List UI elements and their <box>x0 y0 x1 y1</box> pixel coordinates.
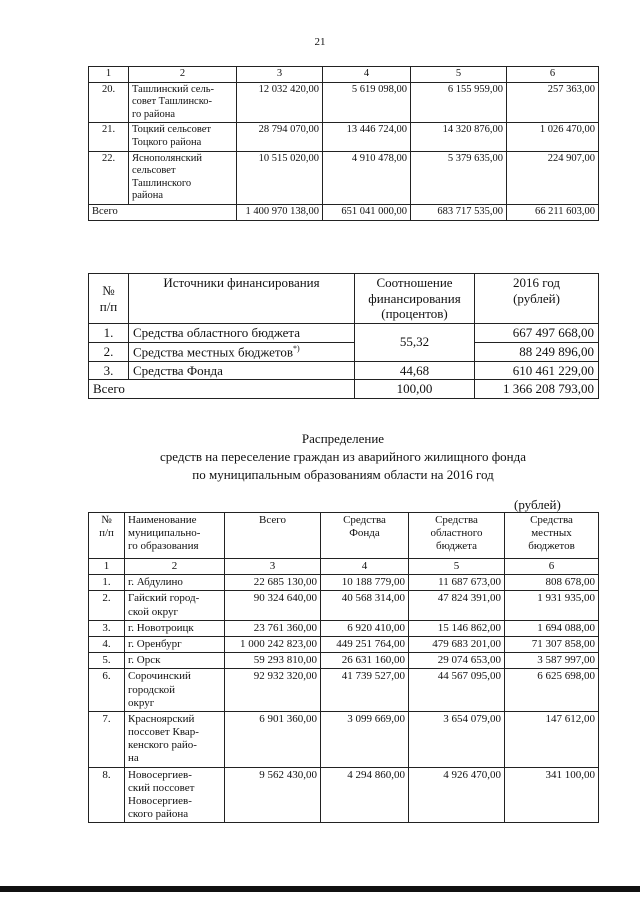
table-row <box>89 151 599 204</box>
row-regional: 479 683 201,00 <box>409 636 505 652</box>
distribution-table <box>88 512 599 823</box>
header-name: Наименование муниципально- го образования <box>125 513 225 559</box>
row-total: 22 685 130,00 <box>225 575 321 591</box>
table-row <box>89 324 599 343</box>
column-number: 6 <box>507 67 599 83</box>
row-fund: 4 294 860,00 <box>321 767 409 823</box>
unit-label: (рублей) <box>514 497 561 512</box>
total-ratio: 100,00 <box>355 380 475 399</box>
row-num: 6. <box>89 669 125 712</box>
header-fund: Средства Фонда <box>321 513 409 559</box>
row-local: 1 694 088,00 <box>505 620 599 636</box>
row-regional: 47 824 391,00 <box>409 591 505 620</box>
row-source: Средства Фонда <box>129 361 355 380</box>
row-num: 20. <box>89 82 129 123</box>
row-fund: 3 099 669,00 <box>321 711 409 767</box>
row-fund: 13 446 724,00 <box>323 123 411 151</box>
table-row <box>89 361 599 380</box>
row-num: 4. <box>89 636 125 652</box>
column-number: 5 <box>411 67 507 83</box>
table-row <box>89 591 599 620</box>
row-total: 12 032 420,00 <box>237 82 323 123</box>
row-name: Яснополянский сельсовет Ташлинского района <box>129 151 237 204</box>
total-row <box>89 380 599 399</box>
row-num: 3. <box>89 361 129 380</box>
heading-line-1: Распределение <box>301 431 385 446</box>
row-regional: 44 567 095,00 <box>409 669 505 712</box>
row-total: 9 562 430,00 <box>225 767 321 823</box>
row-local: 257 363,00 <box>507 82 599 123</box>
row-name: г. Новотроицк <box>125 620 225 636</box>
header-source: Источники финансирования <box>129 274 355 324</box>
row-fund: 5 619 098,00 <box>323 82 411 123</box>
row-total: 92 932 320,00 <box>225 669 321 712</box>
row-source <box>129 342 355 361</box>
row-source: Средства областного бюджета <box>129 324 355 343</box>
table-header-row <box>89 274 599 324</box>
row-num: 21. <box>89 123 129 151</box>
row-regional: 5 379 635,00 <box>411 151 507 204</box>
total-fund: 651 041 000,00 <box>323 204 411 220</box>
header-local: Средства местных бюджетов <box>505 513 599 559</box>
row-regional: 4 926 470,00 <box>409 767 505 823</box>
row-local: 147 612,00 <box>505 711 599 767</box>
table-header-row <box>89 513 599 559</box>
row-total: 23 761 360,00 <box>225 620 321 636</box>
row-local: 71 307 858,00 <box>505 636 599 652</box>
table-row <box>89 575 599 591</box>
table-row <box>89 711 599 767</box>
total-local: 66 211 603,00 <box>507 204 599 220</box>
column-number-row <box>89 559 599 575</box>
row-local: 808 678,00 <box>505 575 599 591</box>
heading-line-3: по муниципальным образованиям области на 2016 год <box>192 467 494 482</box>
row-total: 90 324 640,00 <box>225 591 321 620</box>
row-regional: 29 074 653,00 <box>409 653 505 669</box>
row-num: 1. <box>89 324 129 343</box>
total-value: 1 366 208 793,00 <box>475 380 599 399</box>
total-sum: 1 400 970 138,00 <box>237 204 323 220</box>
column-number: 4 <box>321 559 409 575</box>
total-regional: 683 717 535,00 <box>411 204 507 220</box>
row-regional: 14 320 876,00 <box>411 123 507 151</box>
header-num: № п/п <box>89 274 129 324</box>
row-fund: 449 251 764,00 <box>321 636 409 652</box>
header-num: № п/п <box>89 513 125 559</box>
row-total: 1 000 242 823,00 <box>225 636 321 652</box>
row-num: 8. <box>89 767 125 823</box>
row-fund: 40 568 314,00 <box>321 591 409 620</box>
column-number: 3 <box>237 67 323 83</box>
row-fund: 10 188 779,00 <box>321 575 409 591</box>
row-local: 6 625 698,00 <box>505 669 599 712</box>
header-regional: Средства областного бюджета <box>409 513 505 559</box>
row-num: 2. <box>89 342 129 361</box>
row-num: 3. <box>89 620 125 636</box>
row-num: 2. <box>89 591 125 620</box>
row-name: Сорочинский городской округ <box>125 669 225 712</box>
header-year: 2016 год (рублей) <box>475 274 599 324</box>
row-fund: 6 920 410,00 <box>321 620 409 636</box>
column-number: 5 <box>409 559 505 575</box>
column-number: 3 <box>225 559 321 575</box>
column-number: 2 <box>129 67 237 83</box>
merged-ratio: 55,32 <box>355 324 475 362</box>
funding-sources-table <box>88 273 599 399</box>
row-local: 224 907,00 <box>507 151 599 204</box>
header-ratio: Соотношение финансирования (процентов) <box>355 274 475 324</box>
row-regional: 15 146 862,00 <box>409 620 505 636</box>
header-total: Всего <box>225 513 321 559</box>
row-name: г. Орск <box>125 653 225 669</box>
row-name: Новосергиев- ский поссовет Новосергиев- ского района <box>125 767 225 823</box>
row-name: г. Абдулино <box>125 575 225 591</box>
table-row <box>89 123 599 151</box>
row-name: г. Оренбург <box>125 636 225 652</box>
total-label: Всего <box>89 204 237 220</box>
row-value: 610 461 229,00 <box>475 361 599 380</box>
footnote-mark: *) <box>293 343 300 353</box>
row-regional: 6 155 959,00 <box>411 82 507 123</box>
row-name: Ташлинский сель- совет Ташлинско- го района <box>129 82 237 123</box>
row-total: 28 794 070,00 <box>237 123 323 151</box>
column-number: 6 <box>505 559 599 575</box>
table-row <box>89 636 599 652</box>
table-row <box>89 82 599 123</box>
column-number: 1 <box>89 559 125 575</box>
row-fund: 41 739 527,00 <box>321 669 409 712</box>
row-name: Гайский город- ской округ <box>125 591 225 620</box>
total-label: Всего <box>89 380 355 399</box>
row-regional: 3 654 079,00 <box>409 711 505 767</box>
table-row <box>89 620 599 636</box>
row-fund: 26 631 160,00 <box>321 653 409 669</box>
column-number: 2 <box>125 559 225 575</box>
total-row <box>89 204 599 220</box>
row-local: 1 026 470,00 <box>507 123 599 151</box>
row-name: Красноярский поссовет Квар- кенского райо- на <box>125 711 225 767</box>
row-num: 5. <box>89 653 125 669</box>
row-num: 1. <box>89 575 125 591</box>
table-row <box>89 342 599 361</box>
heading-line-2: средств на переселение граждан из аварийного жилищного фонда <box>159 449 527 464</box>
row-local: 1 931 935,00 <box>505 591 599 620</box>
row-local: 341 100,00 <box>505 767 599 823</box>
row-fund: 4 910 478,00 <box>323 151 411 204</box>
fund-ratio: 44,68 <box>355 361 475 380</box>
distribution-heading <box>88 430 598 484</box>
row-total: 6 901 360,00 <box>225 711 321 767</box>
page-number: 21 <box>314 36 326 48</box>
row-name: Тоцкий сельсовет Тоцкого района <box>129 123 237 151</box>
row-regional: 11 687 673,00 <box>409 575 505 591</box>
table-row <box>89 767 599 823</box>
row-num: 22. <box>89 151 129 204</box>
row-value: 667 497 668,00 <box>475 324 599 343</box>
continuation-table <box>88 66 599 221</box>
row-num: 7. <box>89 711 125 767</box>
column-number: 1 <box>89 67 129 83</box>
table-row <box>89 653 599 669</box>
row-source-text: Средства местных бюджетов <box>133 343 294 359</box>
row-local: 3 587 997,00 <box>505 653 599 669</box>
row-total: 59 293 810,00 <box>225 653 321 669</box>
column-number-row <box>89 67 599 83</box>
table-row <box>89 669 599 712</box>
row-value: 88 249 896,00 <box>475 342 599 361</box>
column-number: 4 <box>323 67 411 83</box>
row-total: 10 515 020,00 <box>237 151 323 204</box>
bottom-scan-border <box>0 886 640 892</box>
